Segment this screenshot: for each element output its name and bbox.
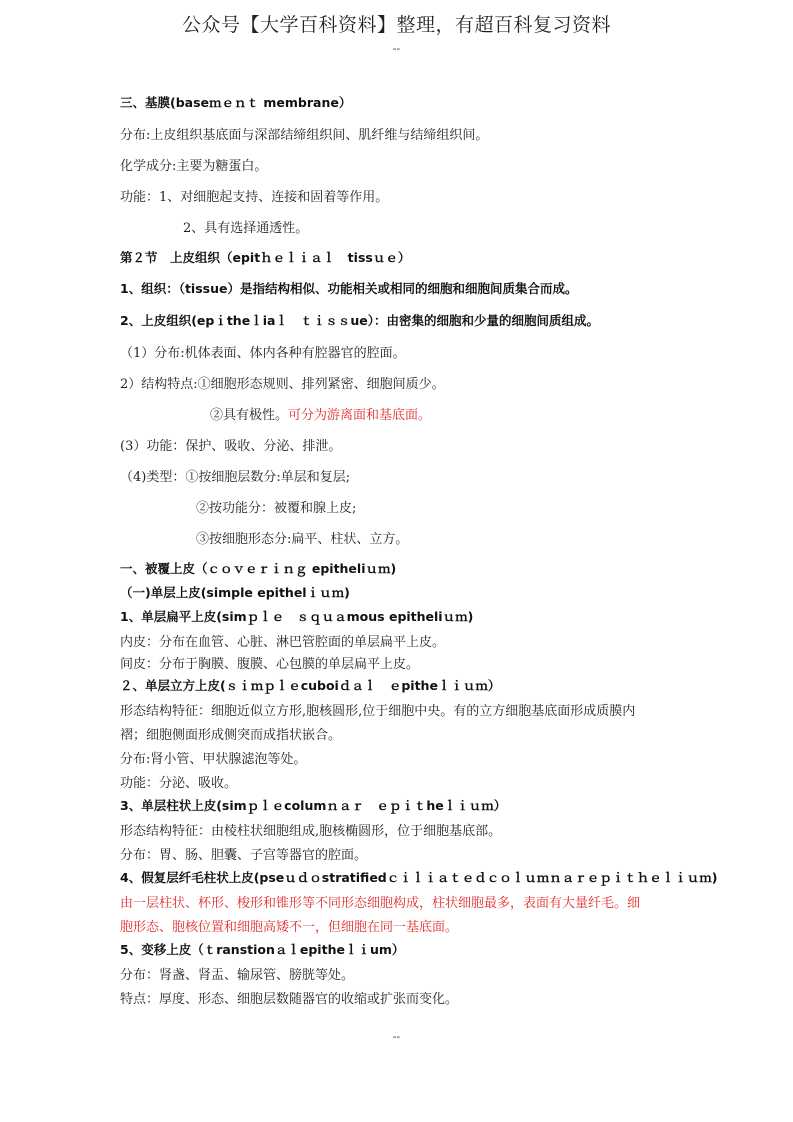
text-line: 形态结构特征：由棱柱状细胞组成,胞核椭圆形，位于细胞基底部。 [120, 824, 502, 839]
red-text-line: 胞形态、胞核位置和细胞高矮不一，但细胞在同一基底面。 [120, 920, 459, 935]
text-line: (3）功能：保护、吸收、分泌、排泄。 [120, 439, 342, 454]
polarity-line [210, 404, 431, 423]
simple-cuboidal-heading: ２、单层立方上皮(ｓｉｍｐｌｅcuboiｄａｌ ｅpitheｌｉｕｍ） [120, 678, 501, 693]
text-line: 分布：胃、肠、胆囊、子宫等器官的腔面。 [120, 848, 368, 863]
polarity-highlight: 可分为游离面和基底面。 [288, 408, 432, 423]
text-line: 特点：厚度、形态、细胞层数随器官的收缩或扩张而变化。 [120, 992, 459, 1007]
text-line: 形态结构特征：细胞近似立方形,胞核圆形,位于细胞中央。有的立方细胞基底面形成质膜内 [120, 704, 636, 719]
section-basement-membrane-heading: 三、基膜(baseｍｅｎｔ membrane） [120, 95, 352, 110]
simple-columnar-heading: 3、单层柱状上皮(simｐｌｅcolumｎａｒ ｅｐｉｔheｌｉｕｍ） [120, 798, 507, 813]
definition-epithelial-tissue: 2、上皮组织(epｉtheｌiaｌ ｔｉｓｓue）：由密集的细胞和少量的细胞间质组成。 [120, 313, 600, 328]
text-line: 褶；细胞侧面形成侧突而成指状嵌合。 [120, 728, 342, 743]
text-line: 2、具有选择通透性。 [183, 221, 309, 236]
text-line: （4)类型：①按细胞层数分:单层和复层; [120, 470, 351, 485]
definition-tissue: 1、组织：（tissue）是指结构相似、功能相关或相同的细胞和细胞间质集合而成。 [120, 281, 578, 296]
text-line: 分布:上皮组织基底面与深部结缔组织间、肌纤维与结缔组织间。 [120, 128, 489, 143]
bottom-dash: -- [392, 1030, 401, 1043]
text-line: 分布:肾小管、甲状腺滤泡等处。 [120, 752, 307, 767]
top-dash: -- [392, 42, 401, 55]
text-line: ②按功能分：被覆和腺上皮; [196, 501, 357, 516]
text-line: 内皮：分布在血管、心脏、淋巴管腔面的单层扁平上皮。 [120, 635, 446, 650]
page-header-title: 公众号【大学百科资料】整理，有超百科复习资料 [181, 14, 611, 36]
text-line: 间皮：分布于胸膜、腹膜、心包膜的单层扁平上皮。 [120, 657, 420, 672]
red-text-line: 由一层柱状、杯形、梭形和锥形等不同形态细胞构成，柱状细胞最多，表面有大量纤毛。细 [120, 896, 641, 911]
simple-squamous-heading: 1、单层扁平上皮(simｐｌｅ ｓｑｕａmous epitheliｕｍ) [120, 609, 474, 624]
section-covering-epithelium-heading: 一、被覆上皮（ｃｏｖｅｒｉｎｇ epitheliｕｍ) [120, 561, 397, 576]
text-line: （1）分布:机体表面、体内各种有腔器官的腔面。 [120, 346, 406, 361]
subsection-simple-epithelium-heading: （一)单层上皮(simple epithelｉｕｍ) [120, 585, 350, 600]
text-line: ③按细胞形态分:扁平、柱状、立方。 [196, 532, 409, 547]
text-line: 功能：分泌、吸收。 [120, 776, 238, 791]
polarity-text: ②具有极性。 [210, 408, 289, 423]
text-line: 功能：1、对细胞起支持、连接和固着等作用。 [120, 190, 389, 205]
text-line: 化学成分:主要为糖蛋白。 [120, 159, 268, 174]
text-line: 分布：肾盏、肾盂、输尿管、膀胱等处。 [120, 968, 355, 983]
transitional-epithelium-heading: 5、变移上皮（ｔranstionａｌepitheｌｉum） [120, 942, 405, 957]
section-epithelial-tissue-heading: 第２节 上皮组织（epitｈｅｌｉａｌ tissｕｅ） [120, 250, 411, 265]
text-line: 2）结构特点:①细胞形态规则、排列紧密、细胞间质少。 [120, 377, 445, 392]
pseudostratified-heading: 4、假复层纤毛柱状上皮(pseｕｄｏstratifiedｃｉｌｉａｔｅｄｃｏｌｕｍｎａｒｅｐｉｔｈｅｌｉｕｍ) [120, 870, 718, 885]
